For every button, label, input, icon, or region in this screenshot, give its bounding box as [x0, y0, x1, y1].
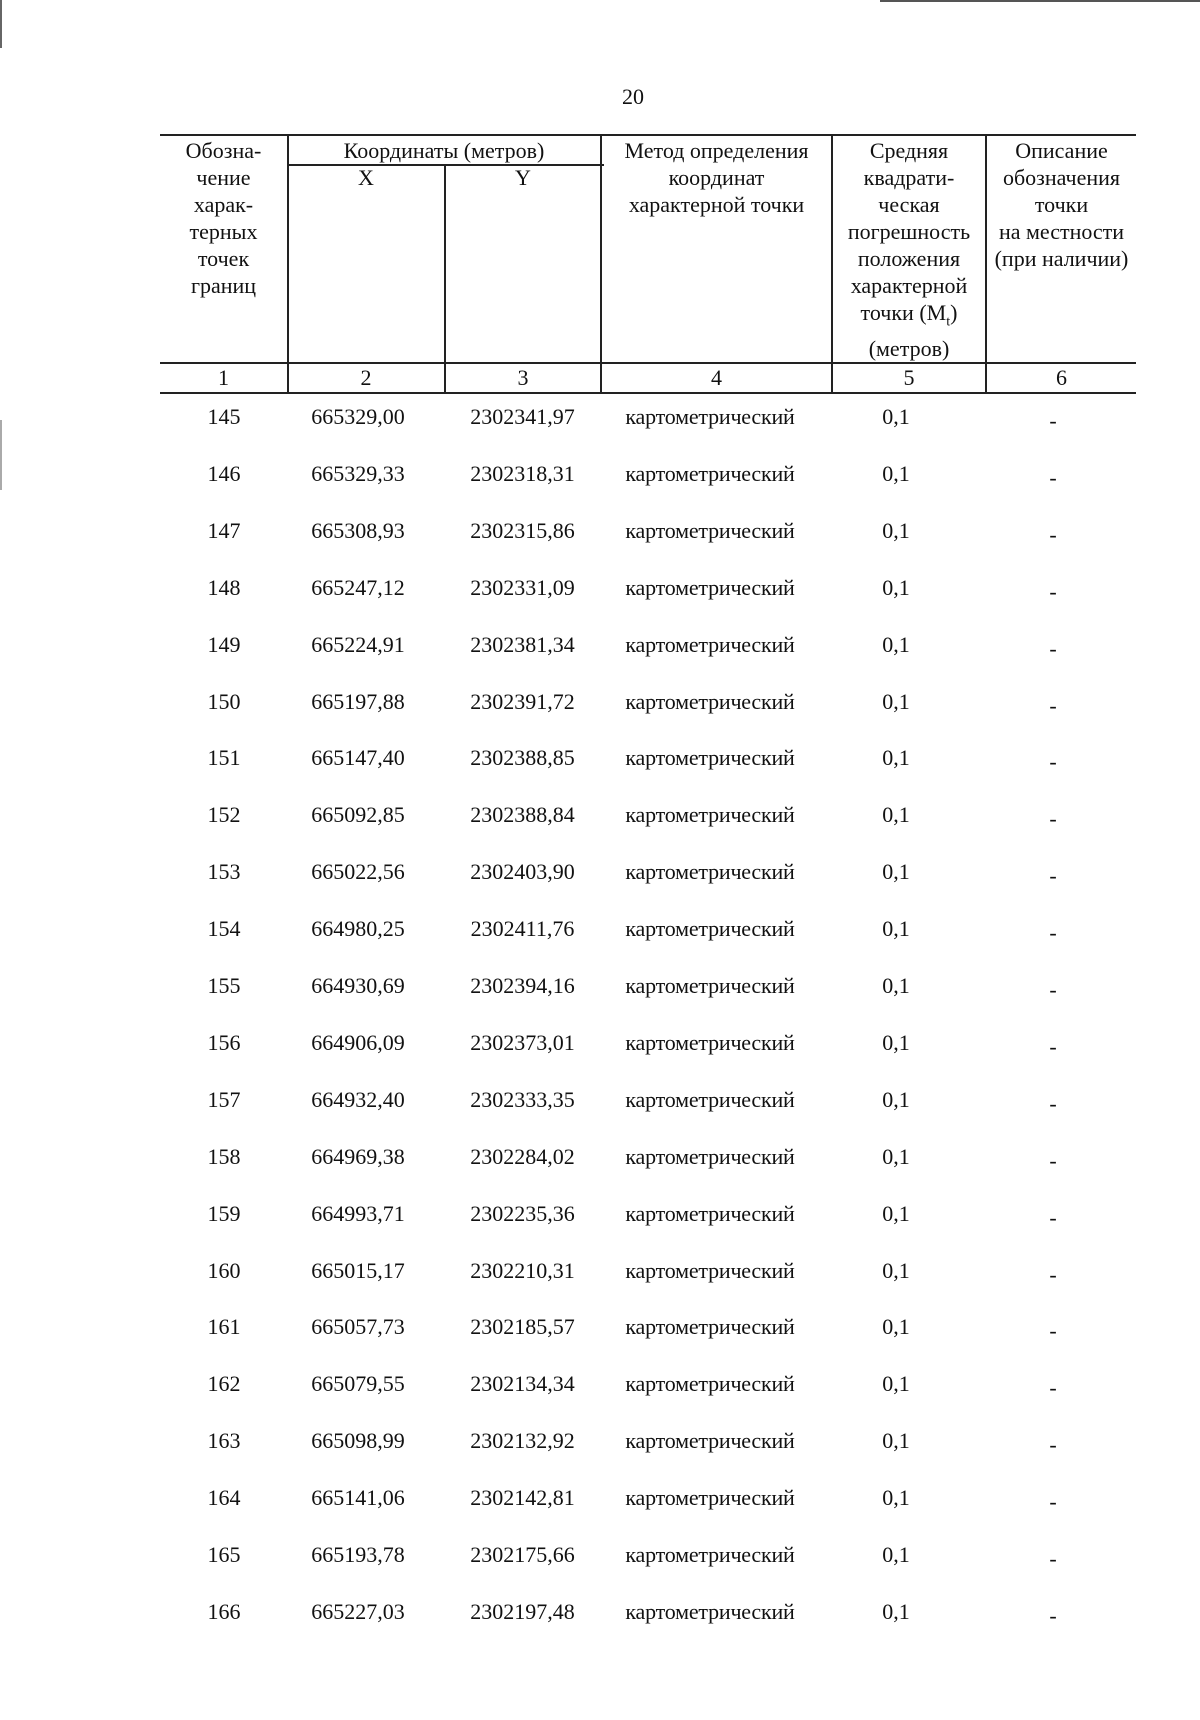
error: 0,1	[882, 973, 910, 998]
point-number: 159	[207, 1201, 241, 1226]
description: -	[1049, 522, 1057, 547]
column-number-4: 4	[711, 365, 722, 390]
point-number: 145	[207, 404, 241, 429]
method: картометрический	[625, 518, 795, 543]
coord-x: 665224,91	[311, 632, 405, 657]
description: -	[1049, 863, 1057, 888]
coord-x: 665015,17	[311, 1258, 405, 1283]
method: картометрический	[625, 461, 795, 486]
point-number: 156	[207, 1030, 241, 1055]
description: -	[1049, 636, 1057, 661]
table-row	[160, 518, 1136, 548]
table-row	[160, 1428, 1136, 1458]
coord-x: 665141,06	[311, 1485, 405, 1510]
error: 0,1	[882, 575, 910, 600]
scan-edge-left-lower	[0, 420, 2, 490]
coord-y: 2302333,35	[470, 1087, 575, 1112]
table-row	[160, 1485, 1136, 1515]
method: картометрический	[625, 1371, 795, 1396]
column-number-5: 5	[903, 365, 915, 390]
coord-y: 2302341,97	[470, 404, 575, 429]
point-number: 146	[207, 461, 241, 486]
table-row	[160, 1201, 1136, 1231]
table-row	[160, 1144, 1136, 1174]
method: картометрический	[625, 1087, 795, 1112]
coord-y: 2302373,01	[470, 1030, 575, 1055]
table-row	[160, 1542, 1136, 1572]
coord-x: 664993,71	[311, 1201, 405, 1226]
method: картометрический	[625, 404, 795, 429]
error: 0,1	[882, 404, 910, 429]
header-method: Метод определения координат характерной точки	[624, 138, 809, 217]
point-number: 165	[207, 1542, 241, 1567]
method: картометрический	[625, 1201, 795, 1226]
method: картометрический	[625, 1314, 795, 1339]
coord-y: 2302403,90	[470, 859, 575, 884]
method: картометрический	[625, 1428, 795, 1453]
description: -	[1049, 806, 1057, 831]
header-y: Y	[515, 165, 531, 190]
coord-y: 2302394,16	[470, 973, 575, 998]
point-number: 154	[207, 916, 241, 941]
coord-y: 2302197,48	[470, 1599, 575, 1624]
coord-x: 664906,09	[311, 1030, 405, 1055]
table-row	[160, 802, 1136, 832]
table-row	[160, 859, 1136, 889]
header-top-rule	[160, 134, 1136, 136]
header-mid-rule	[160, 362, 1136, 364]
method: картометрический	[625, 1030, 795, 1055]
header-bottom-rule	[160, 392, 1136, 394]
coord-x: 665079,55	[311, 1371, 405, 1396]
description: -	[1049, 1034, 1057, 1059]
table-row	[160, 1030, 1136, 1060]
error: 0,1	[882, 461, 910, 486]
table-row	[160, 1087, 1136, 1117]
description: -	[1049, 1262, 1057, 1287]
description: -	[1049, 1318, 1057, 1343]
scan-edge-top	[880, 0, 1200, 2]
coord-y: 2302210,31	[470, 1258, 575, 1283]
table-row	[160, 1314, 1136, 1344]
column-number-3: 3	[517, 365, 529, 390]
point-number: 164	[207, 1485, 241, 1510]
point-number: 161	[207, 1314, 241, 1339]
error: 0,1	[882, 1030, 910, 1055]
coord-y: 2302134,34	[470, 1371, 575, 1396]
description: -	[1049, 1489, 1057, 1514]
column-number-2: 2	[360, 365, 372, 390]
error: 0,1	[882, 689, 910, 714]
coord-y: 2302132,92	[470, 1428, 575, 1453]
table-row	[160, 916, 1136, 946]
description: -	[1049, 1603, 1057, 1628]
description: -	[1049, 1205, 1057, 1230]
header-mse-unit: ) (метров)	[868, 300, 958, 362]
method: картометрический	[625, 1258, 795, 1283]
table-row	[160, 689, 1136, 719]
description: -	[1049, 579, 1057, 604]
coord-x: 665193,78	[311, 1542, 405, 1567]
coord-y: 2302235,36	[470, 1201, 575, 1226]
header-description: Описание обозначения точки на местности (при наличии)	[994, 138, 1129, 271]
error: 0,1	[882, 1144, 910, 1169]
method: картометрический	[625, 859, 795, 884]
point-number: 155	[207, 973, 241, 998]
point-number: 153	[207, 859, 241, 884]
coord-x: 665057,73	[311, 1314, 405, 1339]
method: картометрический	[625, 1542, 795, 1567]
error: 0,1	[882, 518, 910, 543]
point-number: 152	[207, 802, 241, 827]
coord-x: 664980,25	[311, 916, 405, 941]
coord-x: 665308,93	[311, 518, 405, 543]
coord-y: 2302315,86	[470, 518, 575, 543]
error: 0,1	[882, 1428, 910, 1453]
point-number: 163	[207, 1428, 241, 1453]
error: 0,1	[882, 859, 910, 884]
page-number: 20	[622, 84, 644, 109]
point-number: 162	[207, 1371, 241, 1396]
description: -	[1049, 977, 1057, 1002]
coord-y: 2302388,85	[470, 745, 575, 770]
column-number-6: 6	[1056, 365, 1067, 390]
coord-y: 2302185,57	[470, 1314, 575, 1339]
method: картометрический	[625, 632, 795, 657]
description: -	[1049, 1546, 1057, 1571]
vrule-2	[444, 164, 446, 392]
method: картометрический	[625, 973, 795, 998]
error: 0,1	[882, 1485, 910, 1510]
error: 0,1	[882, 916, 910, 941]
header-mse-text: Средняя квадрати- ческая погрешность положения характерной точки (M	[847, 138, 971, 325]
coord-y: 2302175,66	[470, 1542, 575, 1567]
coord-x: 665329,00	[311, 404, 405, 429]
header-point-designation: Обозна- чение харак- терных точек границ	[185, 138, 262, 298]
description: -	[1049, 1091, 1057, 1116]
table-row	[160, 461, 1136, 491]
error: 0,1	[882, 1258, 910, 1283]
table-row	[160, 1258, 1136, 1288]
error: 0,1	[882, 745, 910, 770]
description: -	[1049, 465, 1057, 490]
method: картометрический	[625, 916, 795, 941]
description: -	[1049, 1432, 1057, 1457]
point-number: 147	[207, 518, 241, 543]
coord-y: 2302391,72	[470, 689, 575, 714]
description: -	[1049, 749, 1057, 774]
column-number-1: 1	[218, 365, 229, 390]
error: 0,1	[882, 1542, 910, 1567]
coord-y: 2302284,02	[470, 1144, 575, 1169]
method: картометрический	[625, 745, 795, 770]
method: картометрический	[625, 689, 795, 714]
method: картометрический	[625, 575, 795, 600]
table-row	[160, 632, 1136, 662]
point-number: 151	[207, 745, 241, 770]
description: -	[1049, 1375, 1057, 1400]
method: картометрический	[625, 1485, 795, 1510]
point-number: 148	[207, 575, 241, 600]
coord-y: 2302388,84	[470, 802, 575, 827]
coord-x: 665247,12	[311, 575, 405, 600]
coord-x: 665147,40	[311, 745, 405, 770]
coord-x: 664969,38	[311, 1144, 405, 1169]
error: 0,1	[882, 1371, 910, 1396]
coord-x: 665022,56	[311, 859, 405, 884]
point-number: 150	[207, 689, 241, 714]
coord-x: 665092,85	[311, 802, 405, 827]
table-row	[160, 1371, 1136, 1401]
header-mse-subscript: t	[946, 314, 951, 330]
coord-y: 2302411,76	[470, 916, 575, 941]
error: 0,1	[882, 1599, 910, 1624]
error: 0,1	[882, 802, 910, 827]
coord-x: 664932,40	[311, 1087, 405, 1112]
header-mean-square-error	[833, 137, 985, 362]
point-number: 166	[207, 1599, 241, 1624]
table-row	[160, 1599, 1136, 1629]
point-number: 149	[207, 632, 241, 657]
coord-x: 665329,33	[311, 461, 405, 486]
method: картометрический	[625, 802, 795, 827]
coord-y: 2302331,09	[470, 575, 575, 600]
method: картометрический	[625, 1599, 795, 1624]
coord-x: 665098,99	[311, 1428, 405, 1453]
coord-y: 2302318,31	[470, 461, 575, 486]
error: 0,1	[882, 632, 910, 657]
table-row	[160, 575, 1136, 605]
method: картометрический	[625, 1144, 795, 1169]
point-number: 160	[207, 1258, 241, 1283]
point-number: 157	[207, 1087, 241, 1112]
error: 0,1	[882, 1087, 910, 1112]
description: -	[1049, 408, 1057, 433]
coord-x: 665227,03	[311, 1599, 405, 1624]
table-row	[160, 404, 1136, 434]
description: -	[1049, 1148, 1057, 1173]
coord-y: 2302381,34	[470, 632, 575, 657]
table-row	[160, 745, 1136, 775]
header-x: X	[358, 165, 374, 190]
description: -	[1049, 693, 1057, 718]
point-number: 158	[207, 1144, 241, 1169]
scan-edge-left	[0, 0, 2, 48]
header-coordinates: Координаты (метров)	[343, 138, 545, 163]
table-header	[160, 134, 1136, 394]
coord-x: 664930,69	[311, 973, 405, 998]
table-row	[160, 973, 1136, 1003]
coord-y: 2302142,81	[470, 1485, 575, 1510]
error: 0,1	[882, 1201, 910, 1226]
description: -	[1049, 920, 1057, 945]
error: 0,1	[882, 1314, 910, 1339]
coord-x: 665197,88	[311, 689, 405, 714]
